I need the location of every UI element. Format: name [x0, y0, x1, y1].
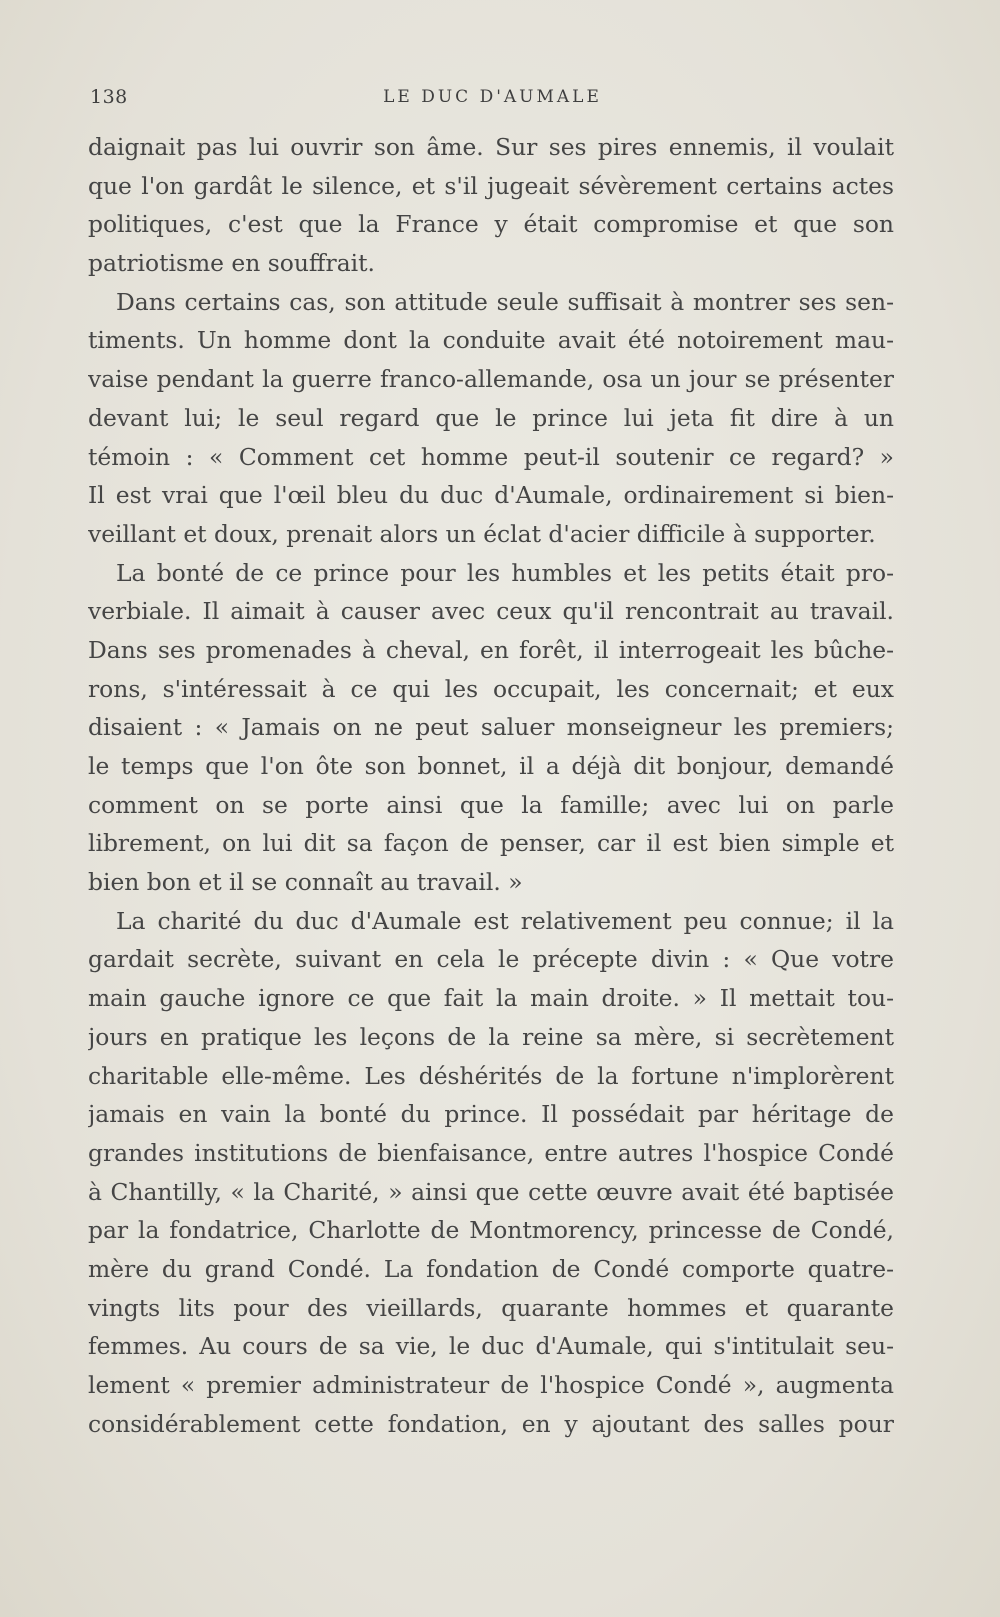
text-line: Dans certains cas, son attitude seule suffisait à montrer ses sen- [116, 287, 894, 316]
text-line: La charité du duc d'Aumale est relativement peu connue; il la [116, 906, 894, 935]
body-text [88, 128, 894, 1443]
text-line: que l'on gardât le silence, et s'il jugeait sévèrement certains actes [88, 171, 894, 200]
text-line: femmes. Au cours de sa vie, le duc d'Aumale, qui s'intitulait seu- [88, 1332, 894, 1361]
text-line: jours en pratique les leçons de la reine sa mère, si secrètement [88, 1022, 894, 1051]
text-line: bien bon et il se connaît au travail. » [88, 868, 523, 897]
text-line: daignait pas lui ouvrir son âme. Sur ses pires ennemis, il voulait [88, 133, 894, 161]
page-number: 138 [90, 86, 128, 108]
text-line: à Chantilly, « la Charité, » ainsi que cette œuvre avait été baptisée [88, 1177, 894, 1206]
text-line: main gauche ignore ce que fait la main droite. » Il mettait tou- [88, 984, 894, 1013]
text-line: par la fondatrice, Charlotte de Montmorency, princesse de Condé, [88, 1216, 894, 1245]
text-line: politiques, c'est que la France y était compromise et que son [88, 210, 894, 239]
text-line: verbiale. Il aimait à causer avec ceux qu'il rencontrait au travail. [88, 597, 894, 626]
text-line: grandes institutions de bienfaisance, entre autres l'hospice Condé [88, 1138, 894, 1167]
text-line: vaise pendant la guerre franco-allemande, osa un jour se présenter [88, 365, 894, 394]
text-line: timents. Un homme dont la conduite avait été notoirement mau- [88, 326, 894, 355]
text-line: charitable elle-même. Les déshérités de la fortune n'implorèrent [88, 1061, 894, 1090]
text-line: Dans ses promenades à cheval, en forêt, il interrogeait les bûche- [88, 635, 894, 664]
text-line: jamais en vain la bonté du prince. Il possédait par héritage de [88, 1100, 894, 1129]
text-line: rons, s'intéressait à ce qui les occupait, les concernait; et eux [88, 674, 894, 703]
text-line: Il est vrai que l'œil bleu du duc d'Aumale, ordinairement si bien- [88, 481, 894, 510]
text-line: gardait secrète, suivant en cela le précepte divin : « Que votre [88, 945, 894, 974]
page-header [90, 86, 895, 114]
text-line: La bonté de ce prince pour les humbles et les petits était pro- [116, 558, 894, 587]
text-line: lement « premier administrateur de l'hospice Condé », augmenta [88, 1371, 894, 1399]
text-line: mère du grand Condé. La fondation de Condé comporte quatre- [88, 1254, 894, 1283]
text-line: témoin : « Comment cet homme peut-il soutenir ce regard? » [88, 442, 894, 471]
text-line: veillant et doux, prenait alors un éclat d'acier difficile à supporter. [88, 519, 876, 548]
running-title: LE DUC D'AUMALE [383, 87, 602, 107]
text-line: librement, on lui dit sa façon de penser, car il est bien simple et [88, 829, 894, 858]
text-line: patriotisme en souffrait. [88, 249, 375, 278]
text-line: devant lui; le seul regard que le prince lui jeta fit dire à un [88, 403, 894, 432]
text-line: le temps que l'on ôte son bonnet, il a déjà dit bonjour, demandé [88, 752, 894, 780]
text-line: vingts lits pour des vieillards, quarante hommes et quarante [88, 1293, 894, 1322]
text-line: disaient : « Jamais on ne peut saluer monseigneur les premiers; [88, 713, 894, 742]
text-line: comment on se porte ainsi que la famille; avec lui on parle [88, 790, 894, 819]
text-line: considérablement cette fondation, en y ajoutant des salles pour [88, 1409, 894, 1438]
